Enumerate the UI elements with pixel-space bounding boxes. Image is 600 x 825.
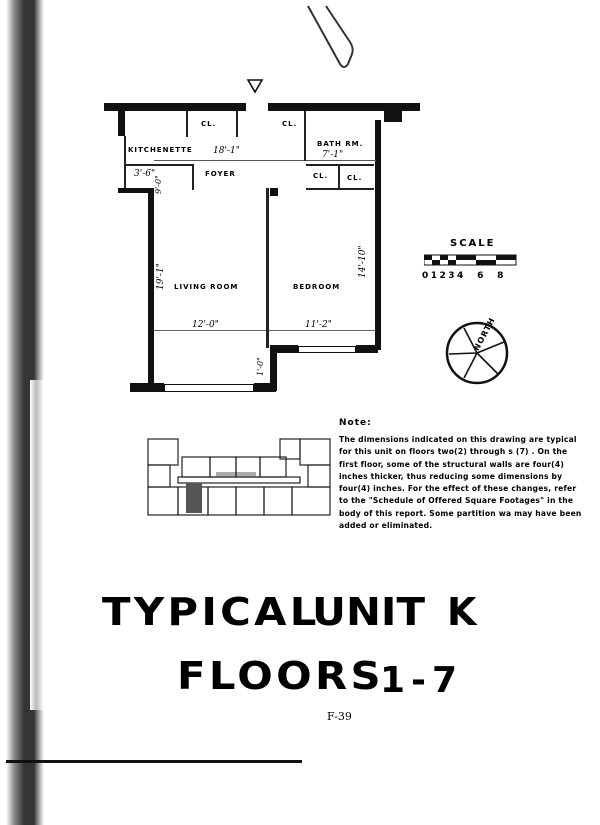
- bedroom-label: BEDROOM: [293, 283, 341, 291]
- partition-kitchen-right: [192, 164, 194, 190]
- partition-inner-closets: [306, 164, 374, 166]
- wall-bottom-step-h: [270, 345, 298, 353]
- compass-icon: [444, 320, 510, 386]
- wall-bottom-left: [130, 383, 164, 392]
- scan-shadow-left-lower: [30, 380, 46, 710]
- dimension-small-left: 9'-0": [154, 175, 163, 194]
- note-body: The dimensions indicated on this drawing are typical for this unit on floors two(2) through s (7) . On the first floor, some of the structural walls are four(4) inches thicker, thus reducing some dimensions by four(4) inches. For the effect of these changes, refer to the "Schedule of Offered Square Footages" in the body of this report. Some partition wa may have been added or eliminated.: [339, 435, 582, 531]
- dimension-living-depth: 19'-1": [156, 263, 166, 290]
- closet-label: CL.: [282, 120, 298, 128]
- dimension-foyer: 18'-1": [213, 146, 240, 156]
- wall-left-lower: [148, 188, 154, 388]
- dimension-door: 1'-0": [256, 357, 265, 376]
- closet-label: CL.: [347, 174, 363, 182]
- partition-living-lower: [154, 330, 266, 331]
- partition-foyer: [154, 160, 376, 161]
- dimension-living-width: 12'-0": [192, 320, 219, 330]
- heading-floor-range: 1-7: [380, 660, 464, 701]
- scale-bar-icon: [424, 253, 520, 267]
- window-bedroom: [298, 346, 356, 353]
- heading-unit: UNIT: [312, 590, 425, 634]
- partition-closet-2: [236, 111, 238, 137]
- heading-floors: FLOORS: [177, 654, 384, 698]
- heading-unit-letter: K: [447, 590, 477, 634]
- bottom-rule: [6, 760, 302, 763]
- column: [270, 188, 278, 196]
- partition-inner-closet-v: [338, 164, 340, 188]
- scale-title: SCALE: [450, 238, 496, 249]
- partition-bed-lower: [269, 330, 375, 331]
- wall-top-right-step: [384, 108, 402, 122]
- partition-center: [266, 188, 269, 348]
- key-plan-diagram: [146, 437, 334, 519]
- dimension-bedroom-width: 11'-2": [305, 320, 332, 330]
- living-room-label: LIVING ROOM: [174, 283, 239, 291]
- dimension-bath: 7'-1": [322, 150, 344, 160]
- wall-top-left: [104, 103, 246, 111]
- partition-kitchen-bottom: [124, 164, 194, 166]
- closet-label: CL.: [313, 172, 329, 180]
- kitchenette-label: KITCHENETTE: [128, 146, 193, 154]
- partition-bath-left: [304, 111, 306, 161]
- note-title: Note:: [339, 418, 372, 428]
- window-living: [164, 384, 254, 392]
- heading-typical: TYPICAL: [102, 590, 320, 634]
- partition-bedroom-top: [306, 188, 374, 190]
- dimension-bedroom-depth: 14'-10": [358, 245, 368, 278]
- foyer-label: FOYER: [205, 170, 236, 178]
- bath-label: BATH RM.: [317, 140, 364, 148]
- wall-right: [375, 120, 381, 350]
- wall-left-upper: [118, 108, 125, 136]
- wall-left-kitchen: [124, 136, 126, 188]
- paper-clip-icon: [300, 2, 360, 72]
- closet-label: CL.: [201, 120, 217, 128]
- north-label: NORTH: [472, 315, 498, 353]
- page-number: F-39: [327, 710, 352, 723]
- scale-numbers: 01234 6 8: [422, 271, 506, 281]
- partition-closet-1: [186, 111, 188, 137]
- dimension-kitchen: 3'-6": [134, 169, 156, 179]
- entry-marker-icon: [246, 78, 264, 94]
